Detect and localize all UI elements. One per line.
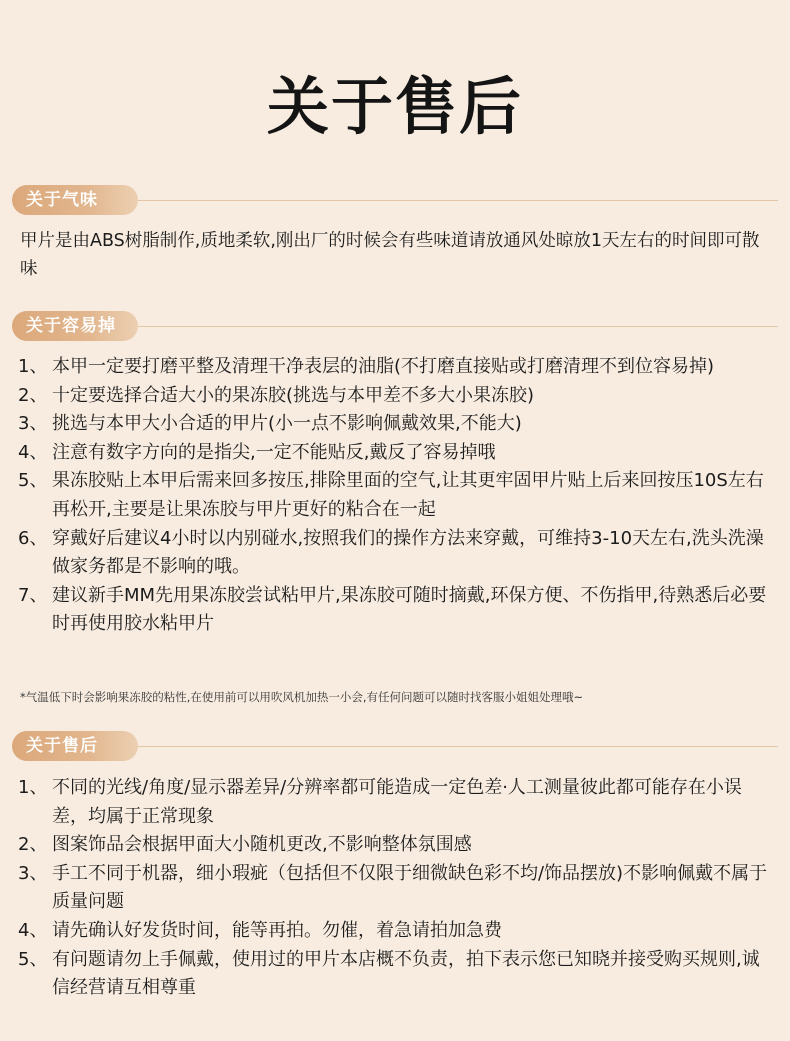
divider-line [138, 746, 778, 747]
list-item [18, 382, 773, 411]
item-number: 7、 [18, 584, 48, 606]
item-number: 4、 [18, 919, 48, 941]
item-text: 注意有数字方向的是指尖,一定不能贴反,戴反了容易掉哦 [52, 441, 496, 463]
item-text: 请先确认好发货时间，能等再拍。勿催，着急请拍加急费 [52, 919, 502, 941]
item-number: 5、 [18, 470, 48, 492]
section-header-odor [12, 185, 778, 215]
list-item [18, 439, 773, 468]
divider-line [138, 200, 778, 201]
item-text: 果冻胶贴上本甲后需来回多按压,排除里面的空气,让其更牢固甲片贴上后来回按压10S左右再松开,主要是让果冻胶与甲片更好的粘合在一起 [52, 470, 764, 520]
item-number: 5、 [18, 948, 48, 970]
list-item [18, 525, 773, 582]
item-text: 有问题请勿上手佩戴，使用过的甲片本店概不负责，拍下表示您已知晓并接受购买规则,诚信经营请互相尊重 [52, 948, 760, 999]
item-text: 建议新手MM先用果冻胶尝试粘甲片,果冻胶可随时摘戴,环保方便、不伤指甲,待熟悉后必要时再使用胶水粘甲片 [52, 584, 767, 635]
item-number: 6、 [18, 527, 48, 549]
list-item [18, 410, 773, 439]
item-text: 挑选与本甲大小合适的甲片(小一点不影响佩戴效果,不能大) [52, 413, 522, 435]
item-number: 3、 [18, 413, 48, 435]
item-number: 4、 [18, 441, 48, 463]
item-number: 1、 [18, 777, 48, 798]
list-item [18, 831, 773, 860]
item-text: 穿戴好后建议4小时以内别碰水,按照我们的操作方法来穿戴，可维持3-10天左右,洗头洗澡做家务都是不影响的哦。 [52, 527, 764, 578]
item-text: 图案饰品会根据甲面大小随机更改,不影响整体氛围感 [52, 834, 472, 856]
item-number: 3、 [18, 862, 48, 884]
section-label-falling-off: 关于容易掉 [12, 311, 138, 341]
section-label-after-sales: 关于售后 [12, 731, 138, 761]
item-text: 手工不同于机器，细小瑕疵（包括但不仅限于细微缺色彩不均/饰品摆放)不影响佩戴不属于质量问题 [52, 862, 768, 913]
list-item [18, 860, 773, 917]
odor-paragraph: 甲片是由ABS树脂制作,质地柔软,刚出厂的时候会有些味道请放通风处晾放1天左右的时间即可散味 [20, 231, 760, 279]
section-header-falling-off [12, 311, 778, 341]
section-label-odor: 关于气味 [12, 185, 138, 215]
item-text: 本甲一定要打磨平整及清理干净表层的油脂(不打磨直接贴或打磨清理不到位容易掉) [52, 356, 715, 377]
section-header-after-sales [12, 731, 778, 761]
after-sales-list [18, 774, 773, 1003]
list-item [18, 774, 773, 831]
list-item [18, 582, 773, 639]
item-text: 不同的光线/角度/显示器差异/分辨率都可能造成一定色差·人工测量彼此都可能存在小误差，均属于正常现象 [52, 777, 742, 827]
item-number: 1、 [18, 356, 48, 377]
item-text: 十定要选择合适大小的果冻胶(挑选与本甲差不多大小果冻胶) [52, 384, 535, 406]
list-item [18, 353, 773, 382]
page-title: 关于售后 [266, 70, 523, 143]
item-number: 2、 [18, 384, 48, 406]
item-number: 2、 [18, 834, 48, 856]
list-item [18, 467, 773, 524]
divider-line [138, 326, 778, 327]
footnote: *气温低下时会影响果冻胶的粘性,在使用前可以用吹风机加热一小会,有任何问题可以随时找客服小姐姐处理哦~ [20, 690, 584, 704]
falling-off-list [18, 353, 773, 639]
list-item [18, 917, 773, 946]
list-item [18, 946, 773, 1003]
